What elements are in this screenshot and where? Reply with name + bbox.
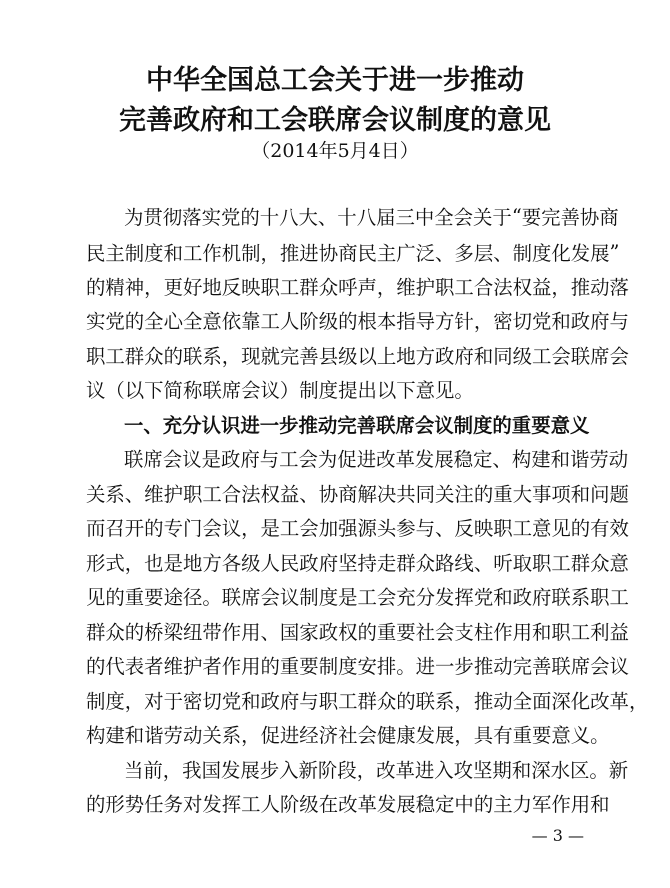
paragraph-line: 形 式 ， 也 是 地 方 各 级 人 民 政 府 坚 持 走 群 众 路 线 、 听 取 职 工 群 众 意 (86, 552, 629, 575)
paragraph-line: 关 系 、 维 护 职 工 合 法 权 益 、 协 商 解 决 共 同 关 注 的 重 大 事 项 和 问 题 (86, 483, 629, 506)
document-date: （2014年5月4日） (251, 140, 419, 162)
document-title-line-1: 中华全国总工会关于进一步推动 (146, 65, 524, 96)
paragraph-line: 而 召 开 的 专 门 会 议 ， 是 工 会 加 强 源 头 参 与 、 反 映 职 工 意 见 的 有 效 (86, 517, 629, 540)
paragraph-line: 的 精 神 ， 更 好 地 反 映 职 工 群 众 呼 声 ， 维 护 职 工 合 法 权 益 ， 推 动 落 (86, 276, 629, 299)
paragraph-line: 实 党 的 全 心 全 意 依 靠 工 人 阶 级 的 根 本 指 导 方 针 ， 密 切 党 和 政 府 与 (86, 310, 629, 333)
paragraph-line: 制 度 ， 对 于 密 切 党 和 政 府 与 职 工 群 众 的 联 系 ， 推 动 全 面 深 化 改 革 ， (86, 690, 649, 713)
paragraph-line: 为 贯 彻 落 实 党 的 十 八 大 、 十 八 届 三 中 全 会 关 于 “ 要 完 善 协 商 (124, 204, 619, 229)
paragraph-line: 构建和谐劳动关系，促进经济社会健康发展，具有重要意义。 (86, 724, 610, 747)
document-title-line-2: 完善政府和工会联席会议制度的意见 (119, 105, 551, 136)
paragraph-line: 议（以下简称联席会议）制度提出以下意见。 (86, 379, 474, 402)
paragraph-line: 的 代 表 者 维 护 者 作 用 的 重 要 制 度 安 排 。 进 一 步 推 动 完 善 联 席 会 议 (86, 655, 629, 678)
paragraph-line: 民 主 制 度 和 工 作 机 制 ， 推 进 协 商 民 主 广 泛 、 多 层 、 制 度 化 发 展 ” (86, 240, 620, 265)
section-heading: 一、充分认识进一步推动完善联席会议制度的重要意义 (124, 414, 590, 437)
paragraph-line: 当 前 ， 我 国 发 展 步 入 新 阶 段 ， 改 革 进 入 攻 坚 期 和 深 水 区 。 新 (124, 759, 629, 782)
paragraph-line: 见 的 重 要 途 径 。 联 席 会 议 制 度 是 工 会 充 分 发 挥 党 和 政 府 联 系 职 工 (86, 586, 629, 609)
paragraph-line: 的 形 势 任 务 对 发 挥 工 人 阶 级 在 改 革 发 展 稳 定 中 的 主 力 军 作 用 和 (86, 793, 610, 816)
paragraph-line: 联 席 会 议 是 政 府 与 工 会 为 促 进 改 革 发 展 稳 定 、 构 建 和 谐 劳 动 (124, 448, 629, 471)
page-number: — 3 — (531, 826, 584, 845)
paragraph-line: 职 工 群 众 的 联 系 ， 现 就 完 善 县 级 以 上 地 方 政 府 和 同 级 工 会 联 席 会 (86, 345, 629, 368)
paragraph-line: 群 众 的 桥 梁 纽 带 作 用 、 国 家 政 权 的 重 要 社 会 支 柱 作 用 和 职 工 利 益 (86, 621, 629, 644)
